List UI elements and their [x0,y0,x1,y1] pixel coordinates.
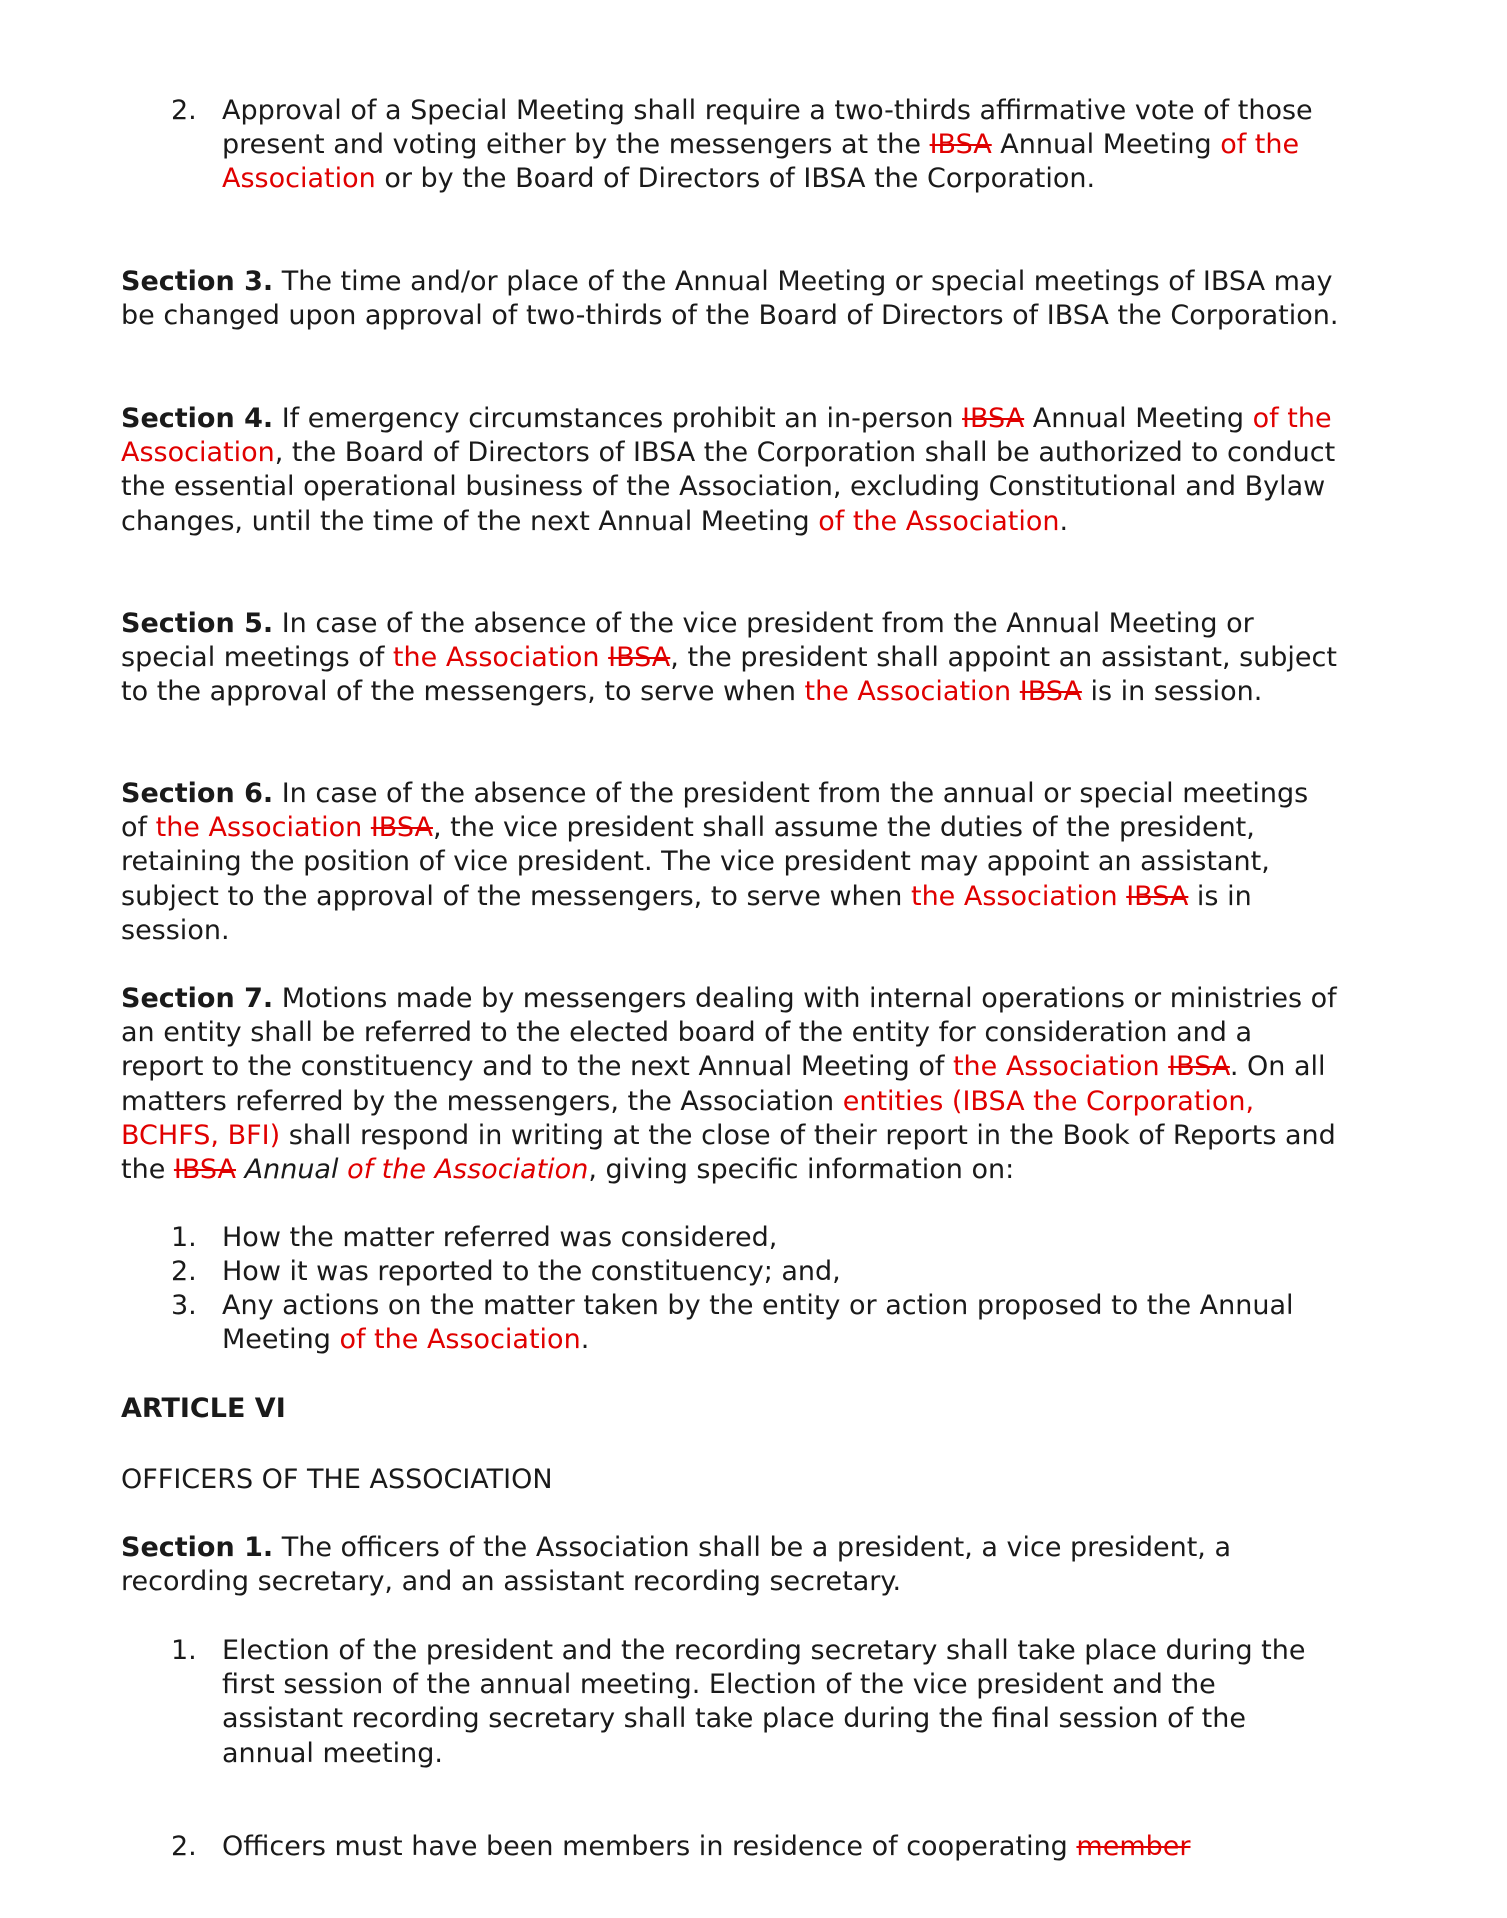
inserted-text: the Association [155,812,363,844]
inserted-text: the Association [952,1051,1160,1083]
deleted-text: member [1076,1831,1191,1862]
deleted-text: IBSA [1126,880,1189,912]
list-number: 1. [171,1222,197,1253]
section-7-item-3 [121,1289,1341,1357]
article-subtitle: OFFICERS OF THE ASSOCIATION [121,1464,553,1495]
list-item-text: How it was reported to the constituency; and, [222,1256,841,1287]
list-number: 1. [171,1635,197,1666]
list-item-text: Any actions on the matter taken by the entity or action proposed to the Annual Meeting of the Association. [222,1290,1294,1356]
article-title: ARTICLE VI [121,1393,286,1424]
inserted-text: entities (IBSA the Corporation, BCHFS, BFI) [121,1085,1255,1151]
deleted-text: IBSA [962,403,1025,434]
inserted-text: the Association [392,642,600,674]
list-item-text: Approval of a Special Meeting shall require a two-thirds affirmative vote of those present and voting either by the messengers at the IBSA Annual Meeting of the Association or by the Board of Directors of IBSA the Corporation. [222,95,1313,195]
inserted-text: of the Association [339,1324,581,1356]
inserted-text: of the Association [121,403,1332,469]
inserted-text: of the Association [818,505,1060,537]
deleted-text: IBSA [929,129,992,161]
deleted-text: IBSA [608,642,671,674]
deleted-text: IBSA [1168,1051,1230,1083]
officers-section-1-paragraph: Section 1. The officers of the Association shall be a president, a vice president, a recording secretary, and an assistant recording secretary. [121,1532,1232,1598]
section-label: Section 6. [121,778,274,809]
section-3-paragraph: Section 3. The time and/or place of the Annual Meeting or special meetings of IBSA may be changed upon approval of two-thirds of the Board of Directors of IBSA the Corporation. [121,266,1339,332]
section-label: Section 1. [121,1532,274,1563]
section-label: Section 3. [121,266,274,297]
inserted-text: the Association [910,880,1118,912]
special-meeting-approval-item [121,94,1341,197]
deleted-text: IBSA [173,1154,237,1186]
officers-item-1 [121,1634,1341,1771]
italic-text: Annual [244,1154,339,1186]
deleted-text: IBSA [1019,676,1082,708]
section-7-item-2 [121,1255,1341,1289]
inserted-text: the Association [804,676,1012,708]
list-item-text: How the matter referred was considered, [222,1222,778,1253]
officers-item-2 [121,1830,1341,1864]
section-7-paragraph: Section 7. Motions made by messengers dealing with internal operations or ministries of an entity shall be referred to the elected board of the entity for consideration and a report to the constituency and to the next Annual Meeting of the Association IBSA. On all matters referred by the messengers, the Association entities (IBSA the Corporation, BCHFS, BFI) shall respond in writing at the close of their report in the Book of Reports and the IBSA Annual of the Association, giving specific information on: [121,983,1337,1186]
section-5-paragraph: Section 5. In case of the absence of the vice president from the Annual Meeting or special meetings of the Association IBSA, the president shall appoint an assistant, subject to the approval of the messengers, to serve when the Association IBSA is in session. [121,608,1337,708]
section-label: Section 4. [121,403,274,434]
list-number: 3. [171,1290,197,1321]
list-item-text: Officers must have been members in residence of cooperating member [222,1831,1191,1862]
list-item-text: Election of the president and the recording secretary shall take place during the first session of the annual meeting. Election of the vice president and the assistant recording secretary shall take place during the final session of the annual meeting. [222,1635,1306,1769]
inserted-text: of the Association [347,1154,589,1186]
deleted-text: IBSA [370,812,433,844]
inserted-text: of the Association [222,129,1300,195]
section-label: Section 7. [121,983,274,1014]
section-7-item-1 [121,1221,1341,1255]
section-6-paragraph: Section 6. In case of the absence of the president from the annual or special meetings of the Association IBSA, the vice president shall assume the duties of the president, retaining the position of vice president. The vice president may appoint an assistant, subject to the approval of the messengers, to serve when the Association IBSA is in session. [121,778,1309,946]
section-label: Section 5. [121,608,274,639]
list-number: 2. [171,95,197,126]
list-number: 2. [171,1831,197,1862]
section-4-paragraph: Section 4. If emergency circumstances prohibit an in-person IBSA Annual Meeting of the Association, the Board of Directors of IBSA the Corporation shall be authorized to conduct the essential operational business of the Association, excluding Constitutional and Bylaw changes, until the time of the next Annual Meeting of the Association. [121,403,1336,537]
list-number: 2. [171,1256,197,1287]
